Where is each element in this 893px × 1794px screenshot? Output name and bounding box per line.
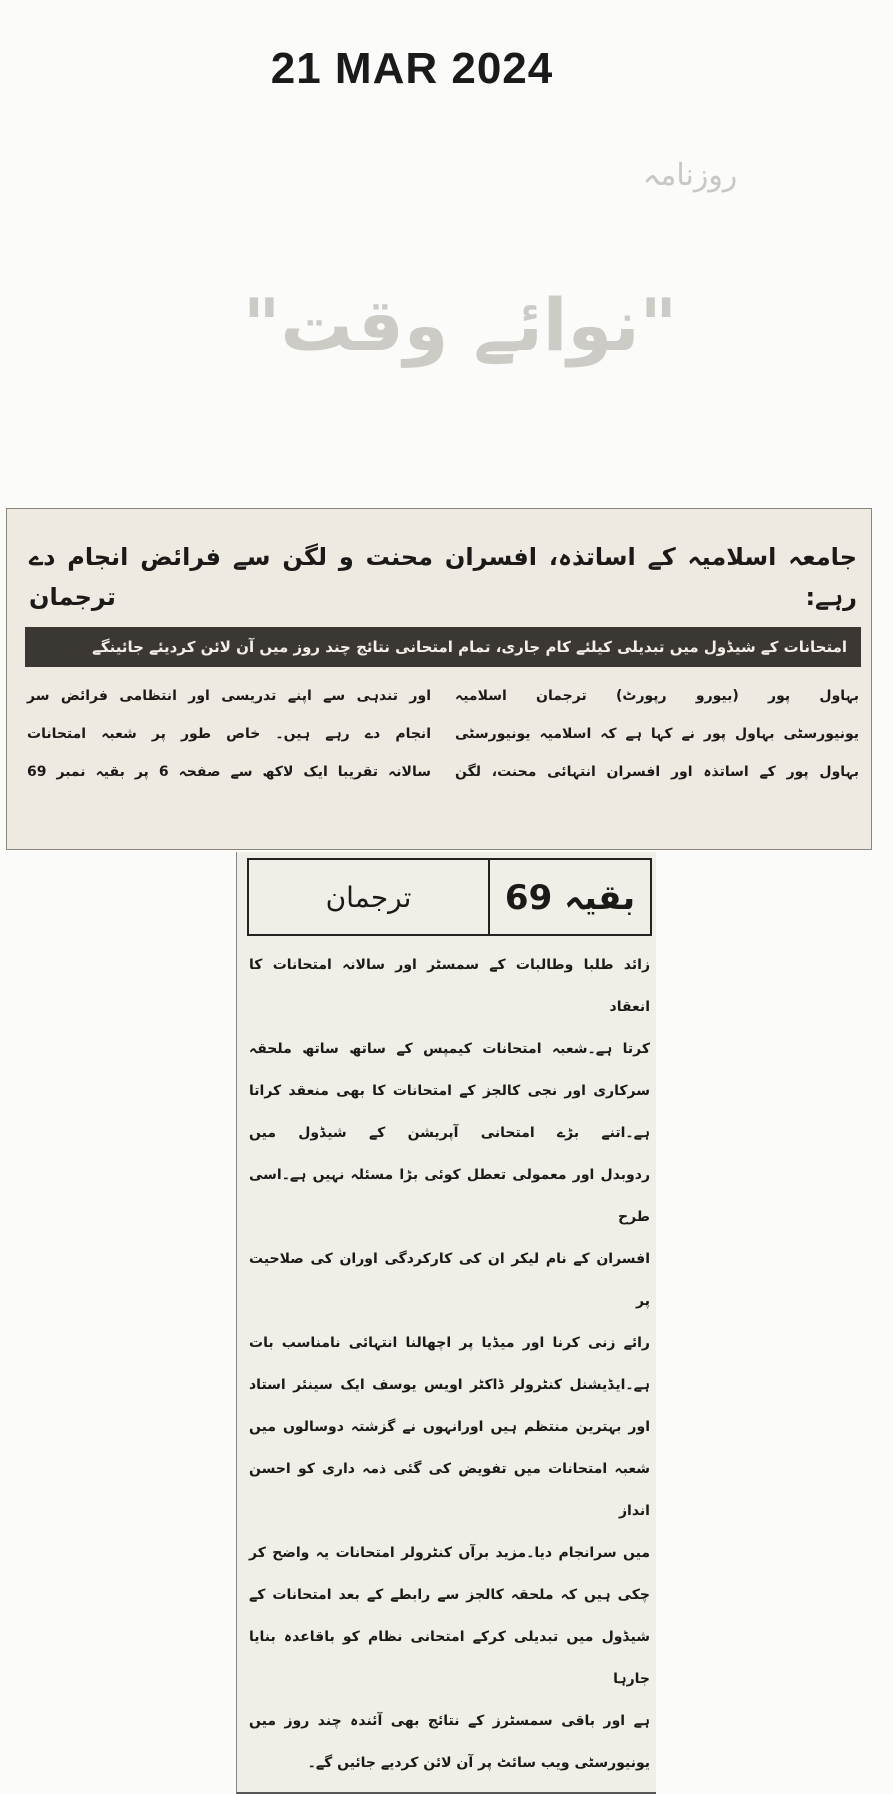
article-column-left [27,677,431,791]
news-article [6,508,872,850]
continuation-section [236,852,656,1794]
continuation-line: اور بہترین منتظم ہیں اورانہوں نے گزشتہ دوسالوں میں [249,1419,650,1435]
continuation-line: چکی ہیں کہ ملحقہ کالجز سے رابطے کے بعد امتحانات کے [249,1587,650,1603]
article-line: اور تندہی سے اپنے تدریسی اور انتظامی فرائض سر [27,688,431,704]
article-line: بہاول پور (بیورو رپورٹ) ترجمان اسلامیہ [455,688,859,704]
continuation-line: ہے اور باقی سمسٹرز کے نتائج بھی آئندہ چند روز میں [249,1713,650,1729]
masthead-daily-label: روزنامہ [642,158,738,193]
continuation-line: میں سرانجام دیا۔مزید برآں کنٹرولر امتحانات یہ واضح کر [249,1545,650,1561]
article-line: سالانہ تقریبا ایک لاکھ سے صفحہ 6 پر بقیہ نمبر 69 [27,764,431,780]
article-subheadline: امتحانات کے شیڈول میں تبدیلی کیلئے کام جاری، تمام امتحانی نتائج چند روز میں آن لائن کردیئے جائینگے [25,627,861,667]
continuation-byline: ترجمان [325,880,412,914]
continuation-body [247,944,652,1784]
newspaper-masthead-logo: "نوائے وقت" [242,283,678,367]
continuation-line: ہے۔اتنے بڑے امتحانی آپریشن کے شیڈول میں [249,1125,650,1141]
article-column-right [455,677,859,791]
continuation-line: افسران کے نام لیکر ان کی کارکردگی اوران کی صلاحیت پر [249,1251,650,1309]
continuation-label: بقیہ 69 [488,860,650,934]
continuation-header [247,858,652,936]
continuation-line: ہے۔ایڈیشنل کنٹرولر ڈاکٹر اویس یوسف ایک سینئر استاد [249,1377,650,1393]
article-line: انجام دے رہے ہیں۔ خاص طور پر شعبہ امتحانات [27,726,431,742]
article-body [25,677,861,791]
continuation-line: سرکاری اور نجی کالجز کے امتحانات کا بھی منعقد کراتا [249,1083,650,1099]
continuation-line: رائے زنی کرنا اور میڈیا پر اچھالنا انتہائی نامناسب بات [249,1335,650,1351]
continuation-line: کرتا ہے۔شعبہ امتحانات کیمپس کے ساتھ ساتھ ملحقہ [249,1041,650,1057]
continuation-line: ردوبدل اور معمولی تعطل کوئی بڑا مسئلہ نہیں ہے۔اسی طرح [249,1167,650,1225]
continuation-line: یونیورسٹی ویب سائٹ پر آن لائن کردیے جائیں گے۔ [307,1755,650,1771]
article-line: بہاول پور کے اساتذہ اور افسران انتہائی محنت، لگن [455,764,859,780]
continuation-line: زائد طلبا وطالبات کے سمسٹر اور سالانہ امتحانات کا انعقاد [249,957,650,1015]
article-line: یونیورسٹی بہاول پور نے کہا ہے کہ اسلامیہ یونیورسٹی [455,726,859,742]
continuation-line: شیڈول میں تبدیلی کرکے امتحانی نظام کو باقاعدہ بنایا جارہا [249,1629,650,1687]
clipping-date: 21 MAR 2024 [270,44,554,93]
article-headline: جامعہ اسلامیہ کے اساتذہ، افسران محنت و لگن سے فرائض انجام دے رہے: ترجمان [29,543,857,611]
continuation-line: شعبہ امتحانات میں تفویض کی گئی ذمہ داری کو احسن انداز [249,1461,650,1519]
